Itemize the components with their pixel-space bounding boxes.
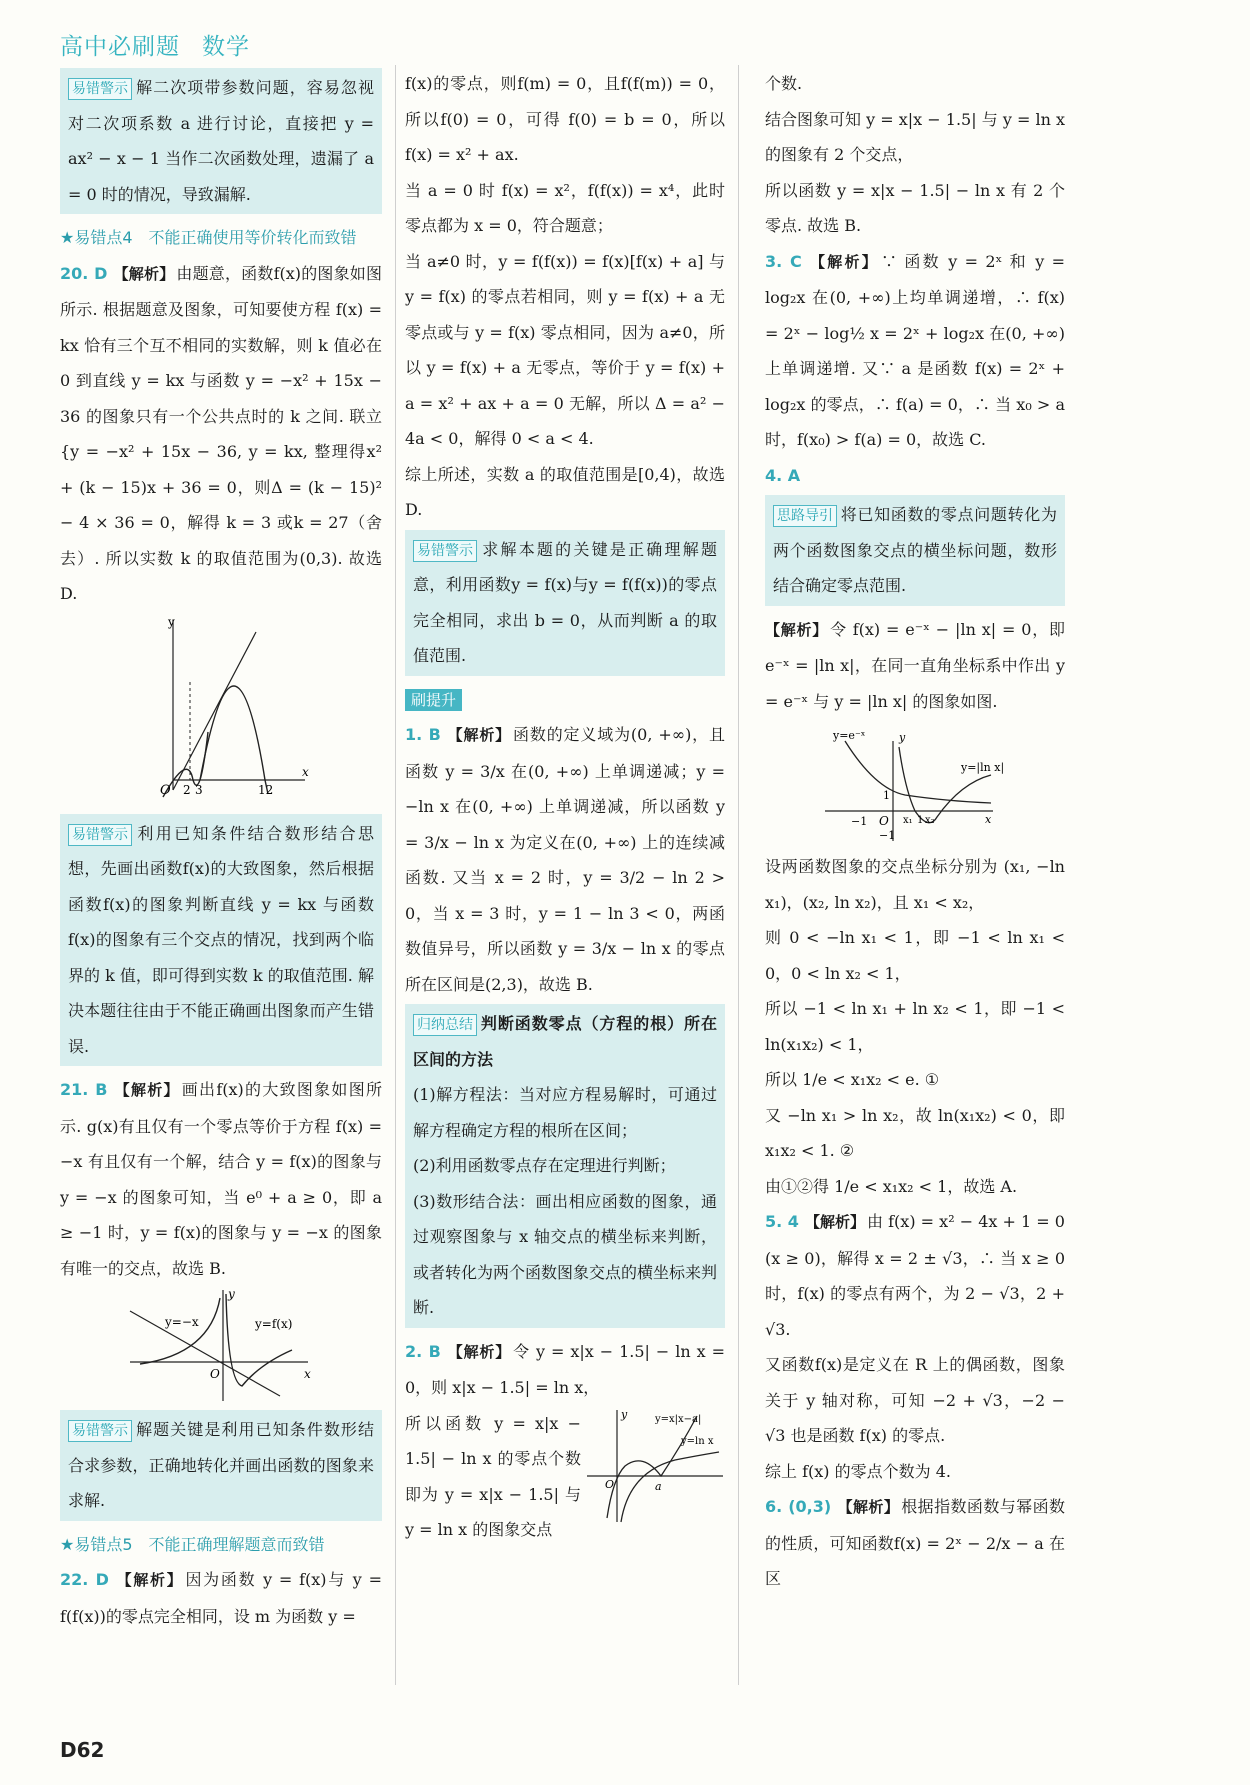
subject-title: 数学 bbox=[202, 34, 250, 60]
answer-2 bbox=[405, 1334, 725, 1406]
figure-q21 bbox=[60, 1286, 382, 1408]
tip-label: 易错警示 bbox=[68, 78, 132, 100]
error-tip-box bbox=[405, 530, 725, 676]
question-number: 5. 4 bbox=[765, 1212, 799, 1231]
answer-3 bbox=[765, 244, 1065, 458]
question-number: 1. B bbox=[405, 725, 441, 744]
tip-text: 解二次项带参数问题，容易忽视对二次项系数 a 进行讨论，直接把 y = ax² − x − 1 当作二次函数处理，遗漏了 a = 0 时的情况，导致漏解. bbox=[68, 78, 374, 204]
column-3 bbox=[765, 66, 1065, 1597]
page-header bbox=[60, 28, 250, 68]
axis-label-y: y bbox=[621, 1407, 628, 1421]
figure-q4 bbox=[765, 719, 1065, 849]
error-tip-box bbox=[60, 814, 382, 1067]
curve-label: y=x|x−a| bbox=[655, 1413, 702, 1425]
curve-label: y=ln x bbox=[681, 1435, 714, 1447]
section-heading bbox=[405, 682, 725, 718]
curve-label: y=|ln x| bbox=[961, 761, 1005, 774]
answer-4-analysis bbox=[765, 612, 1065, 720]
question-number: 20. D bbox=[60, 263, 108, 283]
answer-text: 根据指数函数与幂函数的性质，可知函数f(x) = 2ˣ − 2/x − a 在区 bbox=[765, 1497, 1065, 1588]
column-2 bbox=[405, 66, 725, 1548]
tip-label: 易错警示 bbox=[413, 540, 477, 562]
tick-label: x₂ bbox=[925, 815, 935, 826]
question-number: 4. A bbox=[765, 465, 801, 485]
question-number: 21. B bbox=[60, 1080, 108, 1099]
analysis-label: 【解析】 bbox=[113, 1081, 180, 1099]
analysis-label: 【解析】 bbox=[765, 620, 829, 639]
paragraph: 综上所述，实数 a 的取值范围是[0,4)，故选 D. bbox=[405, 464, 725, 519]
answer-text: 由题意，函数f(x)的图象如图所示. 根据题意及图象，可知要使方程 f(x) = kx 恰有三个互不相同的实数解，则 k 值必在 0 到直线 y = kx 与函数 y = −x² + 15x − 36 的图象只有一个公共点时的 k 之间. 联立 {y = −x² + 15x − 36, y = kx, 整理得x² + (k − 15)x + 36 = 0，则Δ = (k − 15)² − 4 × 36 = 0，解得 k = 3 或k = 27（舍去）. 所以实数 k 的取值范围为(0,3). 故选 D. bbox=[60, 263, 382, 603]
answer-2-with-figure bbox=[405, 1406, 725, 1548]
paragraph: 综上 f(x) 的零点个数为 4. bbox=[765, 1461, 951, 1481]
paragraph: 所以 1/e < x₁x₂ < e. ① bbox=[765, 1070, 940, 1089]
question-number: 6. (0,3) bbox=[765, 1497, 832, 1516]
axis-label-x: x bbox=[304, 1367, 311, 1381]
analysis-label: 【解析】 bbox=[807, 252, 880, 271]
answer-22 bbox=[60, 1562, 382, 1634]
answer-text: 因为函数 y = f(x)与 y = f(f(x))的零点完全相同，设 m 为函数 y = bbox=[60, 1570, 382, 1626]
answer-4 bbox=[765, 458, 1065, 494]
origin-label: O bbox=[160, 782, 171, 798]
answer-text: 令 y = x|x − 1.5| − ln x = 0，则 x|x − 1.5| = ln x， bbox=[405, 1341, 725, 1397]
column-divider bbox=[395, 65, 396, 1685]
paragraph: 当 a≠0 时，y = f(f(x)) = f(x)[f(x) + a] 与 y = f(x) 的零点若相同，则 y = f(x) + a 无零点或与 y = f(x) 零点相同，因为 a≠0，所以 y = f(x) + a 无零点，等价于 y = f(x) + a = x² + ax + a = 0 无解，所以 Δ = a² − 4a < 0，解得 0 < a < 4. bbox=[405, 251, 725, 448]
summary-label: 归纳总结 bbox=[413, 1014, 477, 1036]
origin-label: O bbox=[605, 1477, 615, 1491]
paragraph: 又函数f(x)是定义在 R 上的偶函数，图象关于 y 轴对称，可知 −2 + √3，−2 − √3 也是函数 f(x) 的零点. bbox=[765, 1355, 1065, 1445]
error-tip-box bbox=[60, 68, 382, 214]
error-point-heading: ★易错点5 不能正确理解题意而致错 bbox=[60, 1534, 325, 1554]
axis-label-x: x bbox=[985, 813, 992, 826]
figure-q20 bbox=[60, 612, 382, 812]
analysis-label: 【解析】 bbox=[114, 1571, 184, 1589]
guide-text: 将已知函数的零点问题转化为两个函数图象交点的横坐标问题，数形结合确定零点范围. bbox=[773, 505, 1057, 595]
summary-item: (2)利用函数零点存在定理进行判断； bbox=[413, 1156, 676, 1175]
tick-label: 1 bbox=[883, 789, 890, 802]
curve-label: y=e⁻ˣ bbox=[833, 729, 866, 742]
tick-label: 2 bbox=[183, 782, 191, 797]
guide-box bbox=[765, 495, 1065, 606]
question-number: 3. C bbox=[765, 251, 802, 271]
axis-label-y: y bbox=[899, 731, 906, 744]
curve-label: y=−x bbox=[165, 1315, 199, 1329]
tip-text: 利用已知条件结合数形结合思想，先画出函数f(x)的大致图象，然后根据函数f(x)的图象判断直线 y = kx 与函数 f(x)的图象有三个交点的情况，找到两个临界的 k 值，即可得到实数 k 的取值范围. 解决本题往往由于不能正确画出图象而产生错误. bbox=[68, 823, 374, 1056]
paragraph: 又 −ln x₁ > ln x₂，故 ln(x₁x₂) < 0，即 x₁x₂ < 1. ② bbox=[765, 1105, 1065, 1160]
curve-label: y=f(x) bbox=[255, 1317, 293, 1331]
tip-text: 解题关键是利用已知条件数形结合求参数，正确地转化并画出函数的图象来求解. bbox=[68, 1420, 374, 1510]
summary-item: (3)数形结合法：画出相应函数的图象，通过观察图象与 x 轴交点的横坐标来判断，或者转化为两个函数图象交点的横坐标来判断. bbox=[413, 1191, 718, 1317]
book-title: 高中必刷题 bbox=[60, 34, 180, 60]
question-number: 22. D bbox=[60, 1570, 109, 1589]
summary-title: 判断函数零点（方程的根）所在区间的方法 bbox=[413, 1014, 717, 1069]
analysis-label: 【解析】 bbox=[446, 726, 512, 744]
paragraph: 所以 −1 < ln x₁ + ln x₂ < 1，即 −1 < ln(x₁x₂) < 1， bbox=[765, 999, 1065, 1054]
tick-label: 1 bbox=[917, 815, 924, 826]
paragraph: 当 a = 0 时 f(x) = x²，f(f(x)) = x⁴，此时零点都为 x = 0，符合题意； bbox=[405, 180, 725, 235]
page-number: D62 bbox=[60, 1738, 105, 1762]
paragraph: 结合图象可知 y = x|x − 1.5| 与 y = ln x 的图象有 2 个交点， bbox=[765, 109, 1065, 164]
analysis-label: 【解析】 bbox=[446, 1342, 512, 1361]
answer-text: 画出f(x)的大致图象如图所示. g(x)有且仅有一个零点等价于方程 f(x) = −x 有且仅有一个解，结合 y = f(x)的图象与 y = −x 的图象可知，当 e⁰ + a ≥ 0，即 a ≥ −1 时，y = f(x)的图象与 y = −x 的图象有唯一的交点，故选 B. bbox=[60, 1080, 382, 1278]
error-tip-box bbox=[60, 1410, 382, 1521]
tick-label: 3 bbox=[195, 782, 203, 797]
axis-label-y: y bbox=[168, 614, 175, 629]
answer-5 bbox=[765, 1204, 1065, 1347]
axis-label-x: x bbox=[302, 764, 309, 779]
answer-text: 由 f(x) = x² − 4x + 1 = 0 (x ≥ 0)，解得 x = 2 ± √3，∴ 当 x ≥ 0 时，f(x) 的零点有两个，为 2 − √3，2 + √3. bbox=[765, 1212, 1065, 1339]
figure-q2 bbox=[585, 1406, 725, 1524]
answer-6 bbox=[765, 1489, 1065, 1597]
tip-label: 易错警示 bbox=[68, 824, 132, 846]
answer-text: ∵ 函数 y = 2ˣ 和 y = log₂x 在(0, +∞)上均单调递增，∴ f(x) = 2ˣ − log½ x = 2ˣ + log₂x 在(0, +∞)上单调递增. 又∵ a 是函数 f(x) = 2ˣ + log₂x 的零点，∴ f(a) = 0，∴ 当 x₀ > a 时，f(x₀) > f(a) = 0，故选 C. bbox=[765, 251, 1065, 449]
paragraph: 设两函数图象的交点坐标分别为 (x₁, −ln x₁)，(x₂, ln x₂)，且 x₁ < x₂， bbox=[765, 857, 1065, 912]
paragraph: 则 0 < −ln x₁ < 1，即 −1 < ln x₁ < 0，0 < ln x₂ < 1， bbox=[765, 928, 1065, 983]
tick-label: −1 bbox=[851, 815, 868, 828]
paragraph: 个数. bbox=[765, 74, 803, 93]
paragraph: f(x)的零点，则f(m) = 0，且f(f(m)) = 0，所以f(0) = 0，可得 f(0) = b = 0，所以 f(x) = x² + ax. bbox=[405, 74, 725, 164]
tick-label: −1 bbox=[879, 829, 896, 842]
tip-text: 求解本题的关键是正确理解题意，利用函数y = f(x)与y = f(f(x))的零点完全相同，求出 b = 0，从而判断 a 的取值范围. bbox=[413, 539, 717, 665]
origin-label: O bbox=[879, 814, 889, 828]
answer-21 bbox=[60, 1072, 382, 1286]
paragraph: 由①②得 1/e < x₁x₂ < 1，故选 A. bbox=[765, 1176, 1018, 1196]
column-1 bbox=[60, 66, 382, 1634]
section-label: 刷提升 bbox=[405, 689, 462, 711]
guide-label: 思路导引 bbox=[773, 505, 837, 527]
axis-label-y: y bbox=[228, 1287, 235, 1301]
analysis-label: 【解析】 bbox=[804, 1213, 866, 1231]
tip-label: 易错警示 bbox=[68, 1420, 132, 1442]
tick-label: a bbox=[655, 1479, 662, 1493]
paragraph: 所以函数 y = x|x − 1.5| − ln x 有 2 个零点. 故选 B. bbox=[765, 180, 1065, 235]
error-point-heading: ★易错点4 不能正确使用等价转化而致错 bbox=[60, 228, 357, 247]
tick-label: x₁ bbox=[903, 815, 913, 826]
origin-label: O bbox=[210, 1367, 220, 1381]
analysis-label: 【解析】 bbox=[837, 1498, 900, 1516]
answer-20 bbox=[60, 256, 382, 612]
summary-item: (1)解方程法：当对应方程易解时，可通过解方程确定方程的根所在区间； bbox=[413, 1085, 717, 1140]
summary-box bbox=[405, 1004, 725, 1328]
tick-label: 12 bbox=[258, 782, 274, 797]
answer-text: 令 f(x) = e⁻ˣ − |ln x| = 0，即 e⁻ˣ = |ln x|，在同一直角坐标系中作出 y = e⁻ˣ 与 y = |ln x| 的图象如图. bbox=[765, 619, 1065, 711]
answer-text: 函数的定义域为(0, +∞)，且函数 y = 3/x 在(0, +∞) 上单调递减；y = −ln x 在(0, +∞) 上单调递减，所以函数 y = 3/x − ln x 为定义在(0, +∞) 上的连续减函数. 又当 x = 2 时，y = 3/2 − ln 2 > 0，当 x = 3 时，y = 1 − ln 3 < 0，两函数值异号，所以函数 y = 3/x − ln x 的零点所在区间是(2,3)，故选 B. bbox=[405, 725, 725, 994]
question-number: 2. B bbox=[405, 1341, 441, 1361]
analysis-label: 【解析】 bbox=[113, 264, 175, 283]
answer-text: 所以函数 y = x|x − 1.5| − ln x 的零点个数即为 y = x|x − 1.5| 与y = ln x 的图象交点 bbox=[405, 1413, 581, 1539]
column-divider bbox=[738, 65, 739, 1685]
answer-1 bbox=[405, 717, 725, 1002]
